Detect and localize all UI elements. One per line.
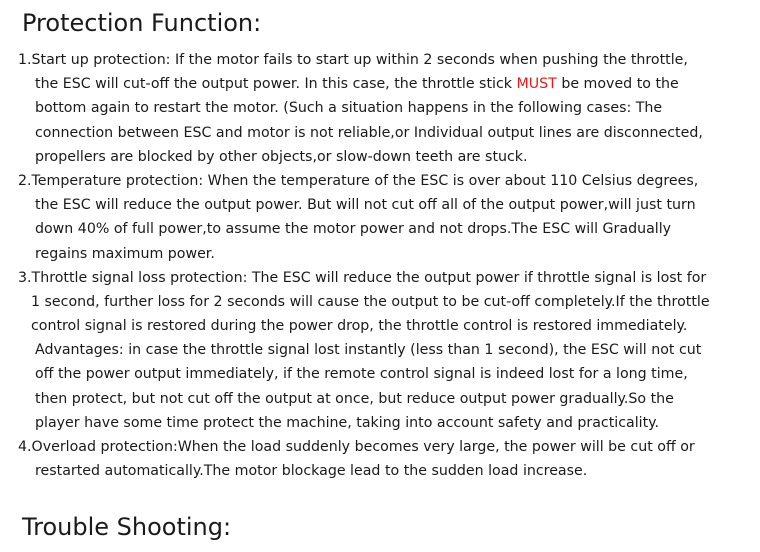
text-line: then protect, but not cut off the output at once, but reduce output power gradually.So the (35, 390, 674, 407)
protection-item-temperature (18, 169, 754, 266)
trouble-shooting-heading: Trouble Shooting: (22, 513, 232, 541)
text-line: connection between ESC and motor is not reliable,or Individual output lines are disconnected, (35, 124, 703, 141)
protection-item-startup (18, 48, 754, 169)
protection-item-overload (18, 435, 754, 483)
text-line: player have some time protect the machine, taking into account safety and practicality. (35, 414, 660, 431)
text-line: 1 second, further loss for 2 seconds will cause the output to be cut-off completely.If the throttle (31, 293, 710, 310)
text-line (18, 72, 754, 96)
text-line: control signal is restored during the power drop, the throttle control is restored immediately. (31, 318, 688, 335)
text-line: off the power output immediately, if the remote control signal is indeed lost for a long time, (35, 366, 688, 383)
protection-function-heading: Protection Function: (22, 9, 262, 37)
text-line: propellers are blocked by other objects,or slow-down teeth are stuck. (35, 148, 528, 165)
text-segment: the ESC will cut-off the output power. In this case, the throttle stick (35, 76, 517, 93)
text-line: regains maximum power. (35, 245, 215, 262)
text-line: 4.Overload protection:When the load suddenly becomes very large, the power will be cut off or (18, 439, 695, 455)
text-line: down 40% of full power,to assume the motor power and not drops.The ESC will Gradually (35, 221, 672, 238)
protection-item-throttle-signal-loss (18, 266, 754, 435)
text-line: Advantages: in case the throttle signal lost instantly (less than 1 second), the ESC will not cut (35, 342, 702, 359)
text-line: 1.Start up protection: If the motor fails to start up within 2 seconds when pushing the throttle, (18, 52, 688, 68)
protection-list (18, 48, 754, 483)
text-line: restarted automatically.The motor blockage lead to the sudden load increase. (35, 463, 588, 480)
text-line: bottom again to restart the motor. (Such a situation happens in the following cases: The (35, 100, 663, 117)
must-emphasis: MUST (516, 76, 557, 93)
text-line: the ESC will reduce the output power. But will not cut off all of the output power,will just turn (35, 197, 696, 214)
text-line: 2.Temperature protection: When the temperature of the ESC is over about 110 Celsius degrees, (18, 172, 699, 189)
text-segment: be moved to the (561, 76, 679, 93)
text-line: 3.Throttle signal loss protection: The ESC will reduce the output power if throttle signal is lost for (18, 269, 707, 286)
